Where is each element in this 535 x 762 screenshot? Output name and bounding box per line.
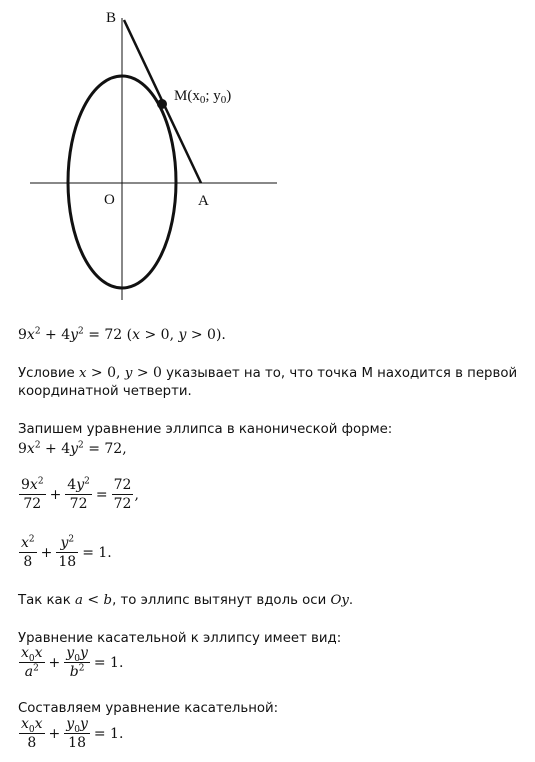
fraction: $\frac{y_0y}{b^2}$	[66, 645, 88, 680]
fraction: $\frac{y_0y}{18}$	[66, 716, 88, 751]
label-m: $M(x_0$; $y_0$)	[174, 88, 232, 106]
fraction-equation-2: $\frac{x^2}{8}$ + $\frac{y^2}{18}$ = 1.	[21, 534, 112, 570]
fraction: $\frac{4y^2}{72}$	[67, 476, 90, 512]
fraction: $\frac{72}{72}$	[113, 477, 132, 512]
label-b: B	[106, 10, 117, 26]
compose-intro: Составляем уравнение касательной:	[18, 701, 279, 716]
equation-repeat: $9x^2 + 4y^2 = 72$,	[18, 440, 127, 457]
stretch-text: Так как a < b, то эллипс вытянут вдоль оси Oy.	[18, 592, 354, 608]
fraction: $\frac{x^2}{8}$	[21, 534, 35, 570]
condition-text-line1: Условие x > 0, y > 0 указывает на то, что точка М находится в первой	[18, 365, 518, 381]
fraction-equation-1: $\frac{9x^2}{72}$ + $\frac{4y^2}{72}$ = $\frac{72}{72}$ ,	[21, 476, 139, 512]
fraction: $\frac{x_0x}{a^2}$	[21, 645, 43, 680]
point-m	[157, 99, 167, 109]
equation-main: $9x^2 + 4y^2 = 72$ (x > 0, y > 0).	[18, 326, 226, 343]
fraction-equation-3: $\frac{x_0x}{a^2}$ + $\frac{y_0y}{b^2}$ = 1.	[21, 645, 124, 680]
condition-text-line2: координатной четверти.	[18, 384, 192, 399]
ellipse-tangent-figure	[0, 0, 535, 320]
fraction: $\frac{x_0x}{8}$	[21, 716, 43, 751]
canonical-intro: Запишем уравнение эллипса в канонической форме:	[18, 422, 393, 437]
fraction-equation-4: $\frac{x_0x}{8}$ + $\frac{y_0y}{18}$ = 1.	[21, 716, 124, 751]
tangent-intro: Уравнение касательной к эллипсу имеет вид:	[18, 631, 342, 646]
fraction: $\frac{9x^2}{72}$	[21, 476, 44, 512]
fraction: $\frac{y^2}{18}$	[58, 534, 77, 570]
label-o: O	[104, 192, 115, 208]
label-a: A	[198, 193, 209, 209]
